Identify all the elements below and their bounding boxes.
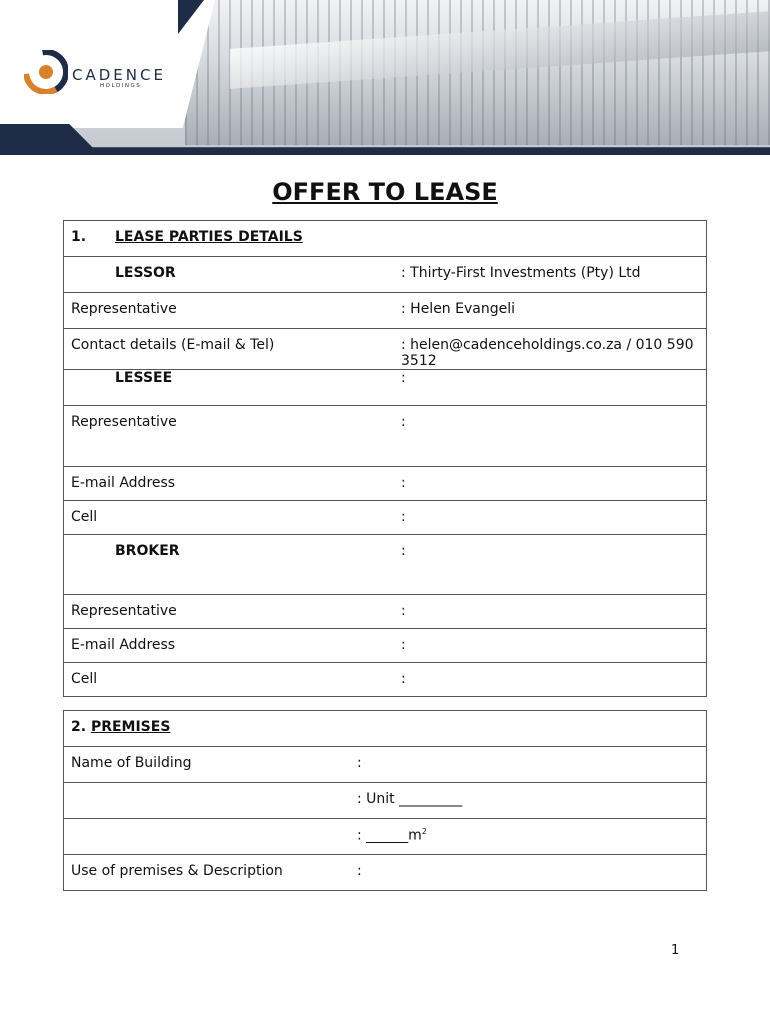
row-label — [64, 819, 351, 855]
table-row — [64, 467, 707, 501]
header-banner — [0, 0, 770, 155]
page-number: 1 — [671, 943, 680, 958]
row-value: : Helen Evangeli — [394, 293, 707, 329]
table-row — [64, 329, 707, 370]
section-heading: LEASE PARTIES DETAILS — [115, 229, 303, 245]
row-label: Cell — [64, 663, 395, 697]
broker-label: BROKER — [64, 535, 395, 595]
row-value: : — [394, 663, 707, 697]
cadence-logo-icon — [24, 50, 68, 94]
lease-parties-table — [63, 220, 707, 697]
table-row — [64, 783, 707, 819]
table-row — [64, 370, 707, 406]
row-label: E-mail Address — [64, 467, 395, 501]
row-label: E-mail Address — [64, 629, 395, 663]
row-value: : — [394, 629, 707, 663]
row-value: : — [394, 501, 707, 535]
table-row — [64, 629, 707, 663]
row-label: Representative — [64, 293, 395, 329]
section-number: 1. — [71, 229, 87, 245]
lessor-value: : Thirty-First Investments (Pty) Ltd — [394, 257, 707, 293]
table-row — [64, 406, 707, 467]
lessee-value: : — [394, 370, 707, 406]
section-heading: PREMISES — [90, 719, 171, 735]
table-row — [64, 257, 707, 293]
row-label: Contact details (E-mail & Tel) — [64, 329, 395, 370]
broker-value: : — [394, 535, 707, 595]
table-row — [64, 819, 707, 855]
table-row — [64, 747, 707, 783]
table-row — [64, 501, 707, 535]
row-label: Representative — [64, 595, 395, 629]
row-label: Cell — [64, 501, 395, 535]
logo-wordmark: CADENCE — [72, 66, 166, 84]
row-label — [64, 783, 351, 819]
section-number: 2. — [71, 719, 87, 735]
table-row — [64, 855, 707, 891]
lessor-label: LESSOR — [64, 257, 395, 293]
table-row — [64, 595, 707, 629]
section-heading-row — [64, 711, 707, 747]
row-value: : — [394, 406, 707, 467]
area-superscript: 2 — [421, 827, 427, 836]
unit-value: : Unit _________ — [350, 783, 707, 819]
table-row — [64, 293, 707, 329]
table-row — [64, 663, 707, 697]
row-value: : helen@cadenceholdings.co.za / 010 590 3512 — [394, 329, 707, 370]
row-value: : — [350, 855, 707, 891]
logo-subtitle: HOLDINGS — [100, 83, 142, 89]
row-value: : — [394, 595, 707, 629]
section-heading-row — [64, 221, 707, 257]
row-label: Use of premises & Description — [64, 855, 351, 891]
area-value — [350, 819, 707, 855]
area-text: : ______m — [357, 827, 422, 844]
table-row — [64, 535, 707, 595]
premises-table — [63, 710, 707, 891]
lessee-label: LESSEE — [64, 370, 395, 406]
row-label: Name of Building — [64, 747, 351, 783]
row-label: Representative — [64, 406, 395, 467]
row-value: : — [350, 747, 707, 783]
document-title: OFFER TO LEASE — [272, 178, 498, 206]
row-value: : — [394, 467, 707, 501]
